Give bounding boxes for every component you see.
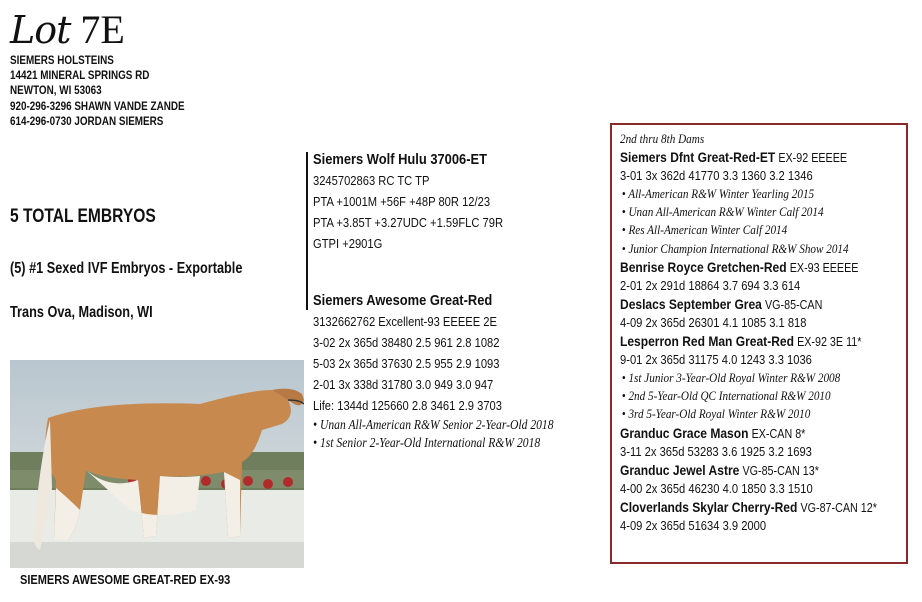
dam-entry-name: Deslacs September Grea xyxy=(620,295,762,312)
dam-entry-score: EX-92 3E 11* xyxy=(797,335,862,350)
consignor-line: 14421 MINERAL SPRINGS RD xyxy=(10,70,150,83)
dam-entry-honor: • All-American R&W Winter Yearling 2015 xyxy=(621,186,815,202)
dam-entry-score: EX-92 EEEEE xyxy=(778,151,848,166)
embryo-location: Trans Ova, Madison, WI xyxy=(10,304,153,321)
dam-entry xyxy=(620,332,877,351)
dam-entry-honor: • 1st Junior 3-Year-Old Royal Winter R&W 2008 xyxy=(621,370,841,386)
dam-entry xyxy=(620,498,877,517)
embryo-description: (5) #1 Sexed IVF Embryos - Exportable xyxy=(10,260,243,277)
dams-box xyxy=(620,130,877,535)
dam-line: 3132662762 Excellent-93 EEEEE 2E xyxy=(313,314,497,329)
lot-word: Lot xyxy=(10,8,71,52)
lot-number: 7E xyxy=(80,7,125,52)
dam-entry-score: EX-CAN 8* xyxy=(751,426,806,441)
dam-entry-honor: • Res All-American Winter Calf 2014 xyxy=(621,222,788,238)
dam-entry-honor: • 2nd 5-Year-Old QC International R&W 2010 xyxy=(621,388,831,404)
dam-entry-honor: • 3rd 5-Year-Old Royal Winter R&W 2010 xyxy=(621,406,811,422)
consignor-line: SIEMERS HOLSTEINS xyxy=(10,55,114,67)
dam-entry-record: 4-09 2x 365d 26301 4.1 1085 3.1 818 xyxy=(620,314,807,330)
cow-photo xyxy=(10,360,304,568)
dam-entry-score: VG-87-CAN 12* xyxy=(800,500,877,515)
dam-honor: • 1st Senior 2-Year-Old International R&W 2018 xyxy=(313,435,541,450)
dam-entry-score: VG-85-CAN xyxy=(765,297,823,312)
consignor-line: 920-296-3296 SHAWN VANDE ZANDE xyxy=(10,100,185,113)
consignor-line: 614-296-0730 JORDAN SIEMERS xyxy=(10,115,164,128)
dam-entry-name: Benrise Royce Gretchen-Red xyxy=(620,258,787,275)
dam-entry-record: 3-11 2x 365d 53283 3.6 1925 3.2 1693 xyxy=(620,443,812,459)
dam-entry-record: 3-01 3x 362d 41770 3.3 1360 3.2 1346 xyxy=(620,168,813,184)
dam-name: Siemers Awesome Great-Red xyxy=(313,292,493,309)
dam-entry-score: VG-85-CAN 13* xyxy=(742,463,819,478)
dam-line: 3-02 2x 365d 38480 2.5 961 2.8 1082 xyxy=(313,335,500,350)
sire-name: Siemers Wolf Hulu 37006-ET xyxy=(313,151,487,168)
consignor-block xyxy=(10,54,185,130)
dam-entry xyxy=(620,148,877,167)
sire-line: PTA +1001M +56F +48P 80R 12/23 xyxy=(313,194,491,209)
dam-entry xyxy=(620,424,877,443)
consignor-line: NEWTON, WI 53063 xyxy=(10,85,102,98)
sire-line: GTPI +2901G xyxy=(313,236,383,251)
dam-line: 5-03 2x 365d 37630 2.5 955 2.9 1093 xyxy=(313,356,500,371)
dam-line: Life: 1344d 125660 2.8 3461 2.9 3703 xyxy=(313,398,502,413)
sire-line: PTA +3.85T +3.27UDC +1.59FLC 79R xyxy=(313,215,504,230)
cow-illustration xyxy=(10,360,304,568)
dam-entry-name: Lesperron Red Man Great-Red xyxy=(620,333,794,350)
dam-entry-honor: • Junior Champion International R&W Show 2014 xyxy=(621,240,849,256)
dam-entry-record: 9-01 2x 365d 31175 4.0 1243 3.3 1036 xyxy=(620,352,812,368)
dams-heading: 2nd thru 8th Dams xyxy=(620,131,705,146)
dam-entry-score: EX-93 EEEEE xyxy=(789,260,859,275)
dam-entry-name: Siemers Dfnt Great-Red-ET xyxy=(620,149,776,166)
total-embryos: 5 TOTAL EMBRYOS xyxy=(10,206,156,227)
dam-entry-record: 2-01 2x 291d 18864 3.7 694 3.3 614 xyxy=(620,277,801,293)
dam-honor: • Unan All-American R&W Senior 2-Year-Old 2018 xyxy=(313,417,554,432)
photo-caption: SIEMERS AWESOME GREAT-RED EX-93 xyxy=(20,573,231,587)
lot-heading xyxy=(10,6,125,54)
dam-entry-name: Granduc Jewel Astre xyxy=(620,461,740,478)
sire-line: 3245702863 RC TC TP xyxy=(313,173,430,188)
dam-entry-name: Granduc Grace Mason xyxy=(620,424,749,441)
dam-entry-honor: • Unan All-American R&W Winter Calf 2014 xyxy=(621,204,824,220)
pedigree-divider xyxy=(306,152,308,310)
dam-entry xyxy=(620,258,877,277)
dam-entry-name: Cloverlands Skylar Cherry-Red xyxy=(620,498,798,515)
sire-block xyxy=(313,149,503,254)
dam-line: 2-01 3x 338d 31780 3.0 949 3.0 947 xyxy=(313,377,494,392)
dam-entry xyxy=(620,295,877,314)
dam-block xyxy=(313,290,554,452)
dam-entry-record: 4-00 2x 365d 46230 4.0 1850 3.3 1510 xyxy=(620,480,813,496)
dam-entry-record: 4-09 2x 365d 51634 3.9 2000 xyxy=(620,517,767,533)
dam-entry xyxy=(620,461,877,480)
